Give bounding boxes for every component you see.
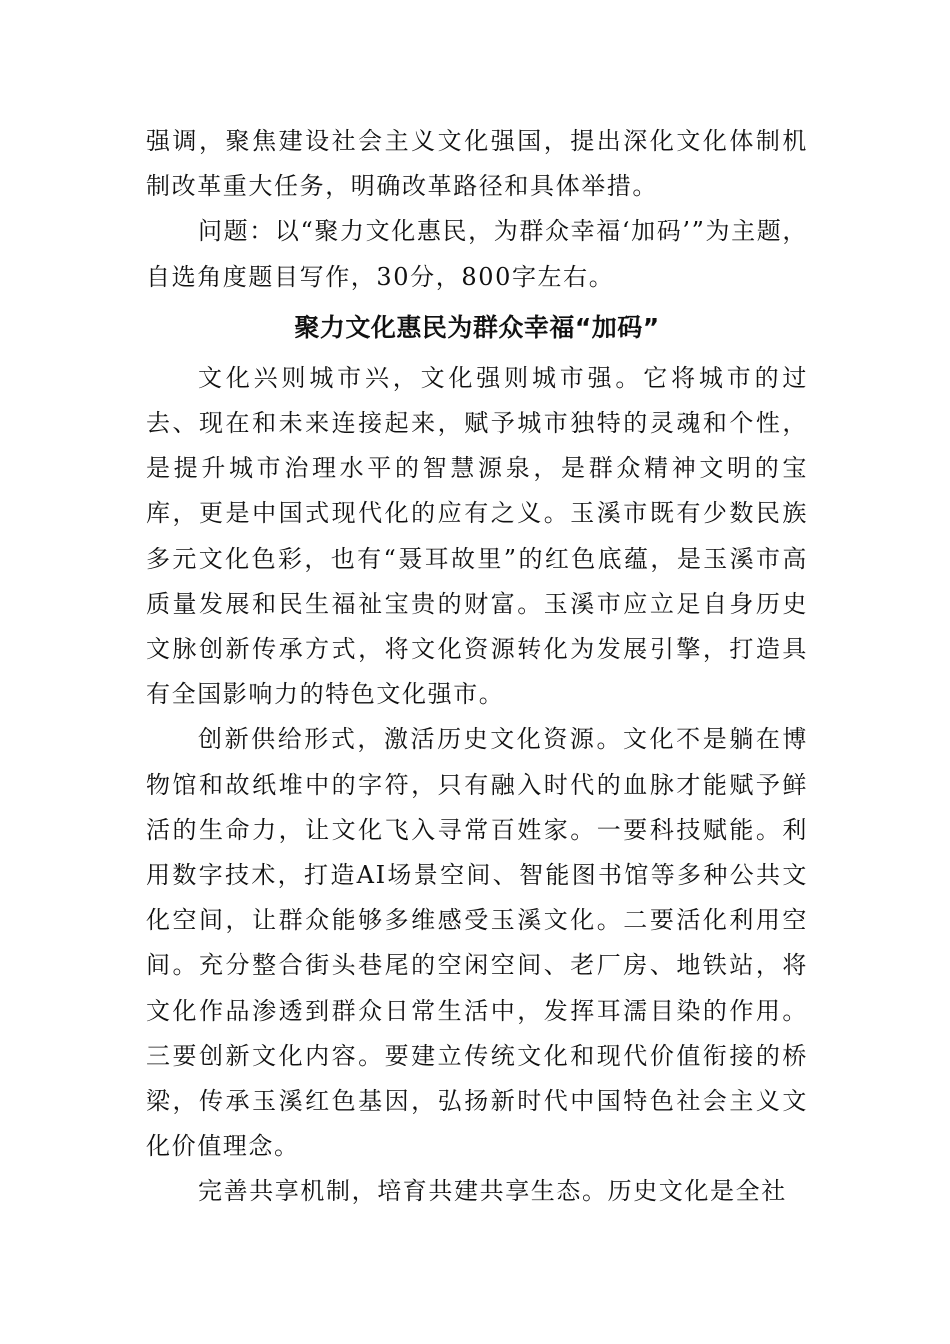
document-content <box>146 119 808 1215</box>
body-paragraph-2: 创新供给形式，激活历史文化资源。文化不是躺在博物馆和故纸堆中的字符，只有融入时代的血脉才能赋予鲜活的生命力，让文化飞入寻常百姓家。一要科技赋能。利用数字技术，打造AI场景空间、智能图书馆等多种公共文化空间，让群众能够多维感受玉溪文化。二要活化利用空间。充分整合街头巷尾的空闲空间、老厂房、地铁站，将文化作品渗透到群众日常生活中，发挥耳濡目染的作用。三要创新文化内容。要建立传统文化和现代价值衔接的桥梁，传承玉溪红色基因，弘扬新时代中国特色社会主义文化价值理念。 <box>146 725 808 1161</box>
body-paragraph-3: 完善共享机制，培育共建共享生态。历史文化是全社 <box>198 1177 787 1206</box>
question-paragraph: 问题：以“聚力文化惠民，为群众幸福‘加码’”为主题，自选角度题目写作，30分，800字左右。 <box>146 217 808 291</box>
body-paragraph-1: 文化兴则城市兴，文化强则城市强。它将城市的过去、现在和未来连接起来，赋予城市独特的灵魂和个性，是提升城市治理水平的智慧源泉，是群众精神文明的宝库，更是中国式现代化的应有之义。玉溪市既有少数民族多元文化色彩，也有“聂耳故里”的红色底蕴，是玉溪市高质量发展和民生福祉宝贵的财富。玉溪市应立足自身历史文脉创新传承方式，将文化资源转化为发展引擎，打造具有全国影响力的特色文化强市。 <box>146 363 808 709</box>
intro-paragraph-continued: 强调，聚焦建设社会主义文化强国，提出深化文化体制机制改革重大任务，明确改革路径和具体举措。 <box>146 127 808 201</box>
essay-title: 聚力文化惠民为群众幸福“加码” <box>294 312 660 342</box>
